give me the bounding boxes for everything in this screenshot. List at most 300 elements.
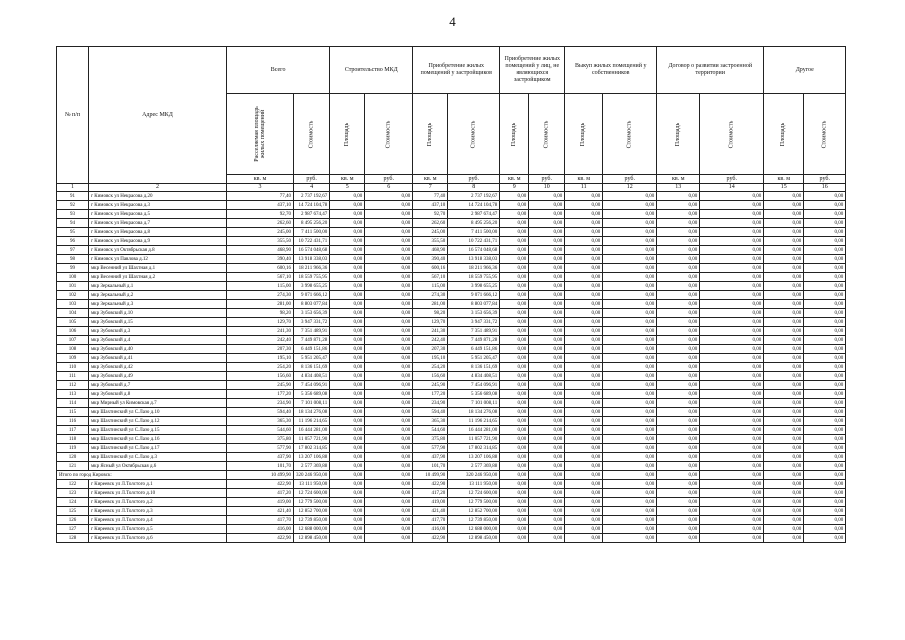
table-row bbox=[57, 291, 846, 300]
construction-area: 0,00 bbox=[330, 381, 365, 390]
developer-area: 242,40 bbox=[413, 336, 448, 345]
total-cost: 11 196 214,65 bbox=[294, 417, 330, 426]
total-area: 355,50 bbox=[227, 237, 294, 246]
total-cost: 8 136 151,69 bbox=[294, 363, 330, 372]
territory-area: 0,00 bbox=[657, 345, 700, 354]
row-address: мкр Весенний ул Шахтная д.1 bbox=[89, 264, 227, 273]
territory-area: 0,00 bbox=[657, 399, 700, 408]
table-row bbox=[57, 255, 846, 264]
total-cost: 7 351 489,91 bbox=[294, 327, 330, 336]
nondeveloper-area: 0,00 bbox=[500, 273, 529, 282]
nondeveloper-cost: 0,00 bbox=[529, 363, 565, 372]
total-cost: 320 246 950,00 bbox=[294, 471, 330, 480]
construction-cost: 0,00 bbox=[365, 462, 413, 471]
total-area: 207,30 bbox=[227, 345, 294, 354]
buyout-area: 0,00 bbox=[565, 246, 603, 255]
developer-cost: 13 918 338,03 bbox=[448, 255, 500, 264]
nondeveloper-area: 0,00 bbox=[500, 471, 529, 480]
territory-area: 0,00 bbox=[657, 255, 700, 264]
total-area: 77,40 bbox=[227, 192, 294, 201]
row-address: г Кимовск ул Некрасова д.3 bbox=[89, 201, 227, 210]
nondeveloper-area: 0,00 bbox=[500, 210, 529, 219]
row-number: 93 bbox=[57, 210, 89, 219]
header-num: № п/п bbox=[57, 47, 89, 184]
column-number: 3 bbox=[227, 184, 294, 192]
buyout-area: 0,00 bbox=[565, 363, 603, 372]
construction-area: 0,00 bbox=[330, 525, 365, 534]
nondeveloper-cost: 0,00 bbox=[529, 417, 565, 426]
total-cost: 13 918 338,03 bbox=[294, 255, 330, 264]
buyout-cost: 0,00 bbox=[603, 192, 657, 201]
construction-cost: 0,00 bbox=[365, 237, 413, 246]
nondeveloper-cost: 0,00 bbox=[529, 507, 565, 516]
other-area: 0,00 bbox=[764, 327, 804, 336]
column-number: 2 bbox=[89, 184, 227, 192]
territory-area: 0,00 bbox=[657, 435, 700, 444]
buyout-area: 0,00 bbox=[565, 498, 603, 507]
territory-cost: 0,00 bbox=[700, 399, 764, 408]
total-area: 437,90 bbox=[227, 453, 294, 462]
nondeveloper-area: 0,00 bbox=[500, 237, 529, 246]
row-number: 121 bbox=[57, 462, 89, 471]
buyout-cost: 0,00 bbox=[603, 498, 657, 507]
territory-cost: 0,00 bbox=[700, 201, 764, 210]
total-area: 419,00 bbox=[227, 498, 294, 507]
developer-area: 245,00 bbox=[413, 228, 448, 237]
developer-cost: 13 111 950,00 bbox=[448, 480, 500, 489]
nondeveloper-cost: 0,00 bbox=[529, 282, 565, 291]
table-row bbox=[57, 219, 846, 228]
row-number: 110 bbox=[57, 363, 89, 372]
unit-area: кв. м bbox=[227, 175, 294, 184]
territory-cost: 0,00 bbox=[700, 507, 764, 516]
other-area: 0,00 bbox=[764, 507, 804, 516]
buyout-cost: 0,00 bbox=[603, 381, 657, 390]
construction-cost: 0,00 bbox=[365, 516, 413, 525]
other-area: 0,00 bbox=[764, 318, 804, 327]
other-area: 0,00 bbox=[764, 255, 804, 264]
column-number: 13 bbox=[657, 184, 700, 192]
developer-area: 262,60 bbox=[413, 219, 448, 228]
buyout-cost: 0,00 bbox=[603, 264, 657, 273]
total-cost: 12 688 000,00 bbox=[294, 525, 330, 534]
construction-area: 0,00 bbox=[330, 318, 365, 327]
nondeveloper-cost: 0,00 bbox=[529, 390, 565, 399]
row-address: мкр Зубовский д.41 bbox=[89, 354, 227, 363]
developer-area: 129,70 bbox=[413, 318, 448, 327]
developer-area: 98,20 bbox=[413, 309, 448, 318]
territory-area: 0,00 bbox=[657, 291, 700, 300]
developer-cost: 9 071 666,12 bbox=[448, 291, 500, 300]
other-area: 0,00 bbox=[764, 480, 804, 489]
other-area: 0,00 bbox=[764, 462, 804, 471]
row-number: 104 bbox=[57, 309, 89, 318]
territory-area: 0,00 bbox=[657, 201, 700, 210]
buyout-area: 0,00 bbox=[565, 210, 603, 219]
construction-cost: 0,00 bbox=[365, 381, 413, 390]
nondeveloper-area: 0,00 bbox=[500, 372, 529, 381]
row-number: 114 bbox=[57, 399, 89, 408]
buyout-area: 0,00 bbox=[565, 201, 603, 210]
territory-cost: 0,00 bbox=[700, 453, 764, 462]
construction-area: 0,00 bbox=[330, 201, 365, 210]
buyout-area: 0,00 bbox=[565, 291, 603, 300]
territory-area: 0,00 bbox=[657, 516, 700, 525]
nondeveloper-cost: 0,00 bbox=[529, 372, 565, 381]
other-area: 0,00 bbox=[764, 363, 804, 372]
table-row bbox=[57, 525, 846, 534]
total-cost: 12 739 850,00 bbox=[294, 516, 330, 525]
subtotal-row bbox=[57, 471, 846, 480]
territory-cost: 0,00 bbox=[700, 354, 764, 363]
subheader-cost: Стоимость bbox=[365, 94, 413, 175]
total-cost: 3 998 655,25 bbox=[294, 282, 330, 291]
construction-cost: 0,00 bbox=[365, 309, 413, 318]
buyout-area: 0,00 bbox=[565, 435, 603, 444]
nondeveloper-cost: 0,00 bbox=[529, 489, 565, 498]
buyout-area: 0,00 bbox=[565, 471, 603, 480]
table-row bbox=[57, 201, 846, 210]
row-number: 124 bbox=[57, 498, 89, 507]
construction-cost: 0,00 bbox=[365, 363, 413, 372]
buyout-cost: 0,00 bbox=[603, 300, 657, 309]
buyout-area: 0,00 bbox=[565, 480, 603, 489]
row-address: мкр Шахтинский ул С.Лазо д.3 bbox=[89, 453, 227, 462]
nondeveloper-cost: 0,00 bbox=[529, 291, 565, 300]
construction-area: 0,00 bbox=[330, 390, 365, 399]
buyout-cost: 0,00 bbox=[603, 273, 657, 282]
subheader-cost: Стоимость bbox=[603, 94, 657, 175]
column-number: 11 bbox=[565, 184, 603, 192]
construction-cost: 0,00 bbox=[365, 525, 413, 534]
construction-cost: 0,00 bbox=[365, 264, 413, 273]
construction-cost: 0,00 bbox=[365, 471, 413, 480]
row-address: г Кимовск ул Павлова д.12 bbox=[89, 255, 227, 264]
developer-cost: 16 444 281,00 bbox=[448, 426, 500, 435]
unit-cost: руб. bbox=[804, 175, 846, 184]
developer-cost: 6 449 151,86 bbox=[448, 345, 500, 354]
table-row bbox=[57, 228, 846, 237]
nondeveloper-cost: 0,00 bbox=[529, 381, 565, 390]
subheader-cost: Стоимость bbox=[294, 94, 330, 175]
territory-cost: 0,00 bbox=[700, 363, 764, 372]
territory-cost: 0,00 bbox=[700, 498, 764, 507]
unit-cost: руб. bbox=[700, 175, 764, 184]
territory-area: 0,00 bbox=[657, 453, 700, 462]
total-area: 98,20 bbox=[227, 309, 294, 318]
developer-cost: 12 688 000,00 bbox=[448, 525, 500, 534]
table-row bbox=[57, 408, 846, 417]
developer-cost: 320 246 950,00 bbox=[448, 471, 500, 480]
other-area: 0,00 bbox=[764, 201, 804, 210]
nondeveloper-cost: 0,00 bbox=[529, 273, 565, 282]
developer-area: 101,70 bbox=[413, 462, 448, 471]
table-row bbox=[57, 282, 846, 291]
row-number: 95 bbox=[57, 228, 89, 237]
row-number: 111 bbox=[57, 372, 89, 381]
nondeveloper-area: 0,00 bbox=[500, 354, 529, 363]
table-row bbox=[57, 498, 846, 507]
total-area: 375,80 bbox=[227, 435, 294, 444]
buyout-area: 0,00 bbox=[565, 381, 603, 390]
developer-area: 600,16 bbox=[413, 264, 448, 273]
developer-cost: 4 834 408,51 bbox=[448, 372, 500, 381]
developer-area: 10 499,90 bbox=[413, 471, 448, 480]
nondeveloper-area: 0,00 bbox=[500, 282, 529, 291]
subheader-area: Площадь bbox=[764, 94, 804, 175]
total-area: 422,90 bbox=[227, 534, 294, 543]
developer-cost: 8 803 077,84 bbox=[448, 300, 500, 309]
row-number: 125 bbox=[57, 507, 89, 516]
other-area: 0,00 bbox=[764, 534, 804, 543]
territory-area: 0,00 bbox=[657, 273, 700, 282]
developer-cost: 3 153 656,39 bbox=[448, 309, 500, 318]
total-area: 416,00 bbox=[227, 525, 294, 534]
table-row bbox=[57, 417, 846, 426]
territory-area: 0,00 bbox=[657, 417, 700, 426]
territory-cost: 0,00 bbox=[700, 273, 764, 282]
developer-cost: 7 454 096,91 bbox=[448, 381, 500, 390]
other-cost: 0,00 bbox=[804, 309, 846, 318]
nondeveloper-cost: 0,00 bbox=[529, 327, 565, 336]
buyout-area: 0,00 bbox=[565, 525, 603, 534]
column-number: 8 bbox=[448, 184, 500, 192]
nondeveloper-cost: 0,00 bbox=[529, 525, 565, 534]
row-number: 116 bbox=[57, 417, 89, 426]
buyout-cost: 0,00 bbox=[603, 336, 657, 345]
developer-area: 365,30 bbox=[413, 417, 448, 426]
developer-area: 417,70 bbox=[413, 516, 448, 525]
table-row bbox=[57, 309, 846, 318]
row-number: 118 bbox=[57, 435, 89, 444]
row-number: 109 bbox=[57, 354, 89, 363]
buyout-area: 0,00 bbox=[565, 390, 603, 399]
other-cost: 0,00 bbox=[804, 462, 846, 471]
construction-area: 0,00 bbox=[330, 273, 365, 282]
unit-area: кв. м bbox=[413, 175, 448, 184]
other-cost: 0,00 bbox=[804, 237, 846, 246]
total-area: 245,90 bbox=[227, 381, 294, 390]
page-number: 4 bbox=[449, 14, 456, 29]
other-cost: 0,00 bbox=[804, 390, 846, 399]
construction-area: 0,00 bbox=[330, 219, 365, 228]
row-number: 127 bbox=[57, 525, 89, 534]
column-number: 4 bbox=[294, 184, 330, 192]
nondeveloper-cost: 0,00 bbox=[529, 444, 565, 453]
other-cost: 0,00 bbox=[804, 354, 846, 363]
other-cost: 0,00 bbox=[804, 219, 846, 228]
table-row bbox=[57, 336, 846, 345]
nondeveloper-area: 0,00 bbox=[500, 381, 529, 390]
territory-cost: 0,00 bbox=[700, 381, 764, 390]
row-address: г Киреевск ул Л.Толстого д.2 bbox=[89, 498, 227, 507]
other-area: 0,00 bbox=[764, 309, 804, 318]
total-cost: 7 101 008,11 bbox=[294, 399, 330, 408]
total-area: 281,00 bbox=[227, 300, 294, 309]
table-row bbox=[57, 453, 846, 462]
total-cost: 18 211 966,36 bbox=[294, 264, 330, 273]
buyout-cost: 0,00 bbox=[603, 534, 657, 543]
construction-area: 0,00 bbox=[330, 309, 365, 318]
buyout-cost: 0,00 bbox=[603, 426, 657, 435]
nondeveloper-area: 0,00 bbox=[500, 516, 529, 525]
unit-cost: руб. bbox=[365, 175, 413, 184]
table-row bbox=[57, 246, 846, 255]
nondeveloper-area: 0,00 bbox=[500, 192, 529, 201]
territory-cost: 0,00 bbox=[700, 210, 764, 219]
row-address: мкр Зубовский д.3 bbox=[89, 327, 227, 336]
other-cost: 0,00 bbox=[804, 426, 846, 435]
territory-area: 0,00 bbox=[657, 282, 700, 291]
nondeveloper-area: 0,00 bbox=[500, 435, 529, 444]
buyout-cost: 0,00 bbox=[603, 525, 657, 534]
row-address: мкр Зубовский д.10 bbox=[89, 309, 227, 318]
other-cost: 0,00 bbox=[804, 444, 846, 453]
buyout-cost: 0,00 bbox=[603, 345, 657, 354]
territory-area: 0,00 bbox=[657, 498, 700, 507]
row-address: мкр Зубовский д.8 bbox=[89, 390, 227, 399]
territory-cost: 0,00 bbox=[700, 426, 764, 435]
subheader-area: Площадь bbox=[657, 94, 700, 175]
total-area: 417,20 bbox=[227, 489, 294, 498]
other-area: 0,00 bbox=[764, 372, 804, 381]
total-cost: 7 411 500,00 bbox=[294, 228, 330, 237]
construction-area: 0,00 bbox=[330, 192, 365, 201]
territory-cost: 0,00 bbox=[700, 291, 764, 300]
developer-cost: 7 101 008,11 bbox=[448, 399, 500, 408]
construction-area: 0,00 bbox=[330, 507, 365, 516]
column-number: 15 bbox=[764, 184, 804, 192]
buyout-area: 0,00 bbox=[565, 273, 603, 282]
total-cost: 18 559 755,95 bbox=[294, 273, 330, 282]
developer-area: 355,50 bbox=[413, 237, 448, 246]
territory-area: 0,00 bbox=[657, 408, 700, 417]
territory-area: 0,00 bbox=[657, 336, 700, 345]
buyout-area: 0,00 bbox=[565, 318, 603, 327]
developer-area: 254,20 bbox=[413, 363, 448, 372]
total-cost: 2 577 369,88 bbox=[294, 462, 330, 471]
nondeveloper-cost: 0,00 bbox=[529, 336, 565, 345]
nondeveloper-area: 0,00 bbox=[500, 228, 529, 237]
row-number: 106 bbox=[57, 327, 89, 336]
construction-cost: 0,00 bbox=[365, 228, 413, 237]
row-number: 113 bbox=[57, 390, 89, 399]
developer-cost: 17 802 314,85 bbox=[448, 444, 500, 453]
buyout-area: 0,00 bbox=[565, 489, 603, 498]
total-cost: 2 987 674,47 bbox=[294, 210, 330, 219]
construction-cost: 0,00 bbox=[365, 390, 413, 399]
row-number: 97 bbox=[57, 246, 89, 255]
developer-area: 177,20 bbox=[413, 390, 448, 399]
territory-area: 0,00 bbox=[657, 426, 700, 435]
territory-cost: 0,00 bbox=[700, 372, 764, 381]
table-row bbox=[57, 390, 846, 399]
nondeveloper-cost: 0,00 bbox=[529, 453, 565, 462]
other-cost: 0,00 bbox=[804, 417, 846, 426]
buyout-area: 0,00 bbox=[565, 300, 603, 309]
total-cost: 4 834 408,51 bbox=[294, 372, 330, 381]
total-area: 262,60 bbox=[227, 219, 294, 228]
construction-area: 0,00 bbox=[330, 291, 365, 300]
other-area: 0,00 bbox=[764, 453, 804, 462]
developer-area: 594,40 bbox=[413, 408, 448, 417]
territory-cost: 0,00 bbox=[700, 525, 764, 534]
unit-area: кв. м bbox=[657, 175, 700, 184]
row-address: мкр Шахтинский ул С.Лазо д.16 bbox=[89, 435, 227, 444]
developer-area: 375,80 bbox=[413, 435, 448, 444]
developer-area: 274,30 bbox=[413, 291, 448, 300]
territory-area: 0,00 bbox=[657, 318, 700, 327]
total-cost: 5 951 205,47 bbox=[294, 354, 330, 363]
total-area: 437,10 bbox=[227, 201, 294, 210]
territory-area: 0,00 bbox=[657, 210, 700, 219]
group-other: Другое bbox=[764, 47, 846, 94]
other-area: 0,00 bbox=[764, 219, 804, 228]
developer-cost: 18 559 755,95 bbox=[448, 273, 500, 282]
buyout-cost: 0,00 bbox=[603, 516, 657, 525]
territory-cost: 0,00 bbox=[700, 480, 764, 489]
territory-cost: 0,00 bbox=[700, 309, 764, 318]
developer-cost: 5 356 689,08 bbox=[448, 390, 500, 399]
construction-area: 0,00 bbox=[330, 453, 365, 462]
other-area: 0,00 bbox=[764, 282, 804, 291]
nondeveloper-cost: 0,00 bbox=[529, 345, 565, 354]
developer-area: 156,60 bbox=[413, 372, 448, 381]
row-address: мкр Шахтинский ул С.Лазо д.15 bbox=[89, 426, 227, 435]
nondeveloper-area: 0,00 bbox=[500, 453, 529, 462]
developer-area: 234,90 bbox=[413, 399, 448, 408]
row-number: 112 bbox=[57, 381, 89, 390]
other-cost: 0,00 bbox=[804, 273, 846, 282]
developer-cost: 12 852 700,00 bbox=[448, 507, 500, 516]
construction-area: 0,00 bbox=[330, 327, 365, 336]
subheader-cost: Стоимость bbox=[529, 94, 565, 175]
construction-area: 0,00 bbox=[330, 399, 365, 408]
construction-cost: 0,00 bbox=[365, 534, 413, 543]
construction-cost: 0,00 bbox=[365, 426, 413, 435]
row-address: г Кимовск ул Некрасова д.8 bbox=[89, 228, 227, 237]
developer-cost: 5 951 205,47 bbox=[448, 354, 500, 363]
other-cost: 0,00 bbox=[804, 534, 846, 543]
territory-cost: 0,00 bbox=[700, 228, 764, 237]
nondeveloper-area: 0,00 bbox=[500, 525, 529, 534]
buyout-area: 0,00 bbox=[565, 345, 603, 354]
nondeveloper-area: 0,00 bbox=[500, 417, 529, 426]
nondeveloper-cost: 0,00 bbox=[529, 534, 565, 543]
total-area: 600,16 bbox=[227, 264, 294, 273]
other-cost: 0,00 bbox=[804, 408, 846, 417]
developer-cost: 7 449 871,28 bbox=[448, 336, 500, 345]
territory-cost: 0,00 bbox=[700, 417, 764, 426]
construction-cost: 0,00 bbox=[365, 417, 413, 426]
row-number: 94 bbox=[57, 219, 89, 228]
territory-area: 0,00 bbox=[657, 219, 700, 228]
buyout-cost: 0,00 bbox=[603, 309, 657, 318]
buyout-cost: 0,00 bbox=[603, 462, 657, 471]
buyout-cost: 0,00 bbox=[603, 219, 657, 228]
buyout-cost: 0,00 bbox=[603, 408, 657, 417]
column-number: 16 bbox=[804, 184, 846, 192]
row-number: 103 bbox=[57, 300, 89, 309]
row-number: 102 bbox=[57, 291, 89, 300]
other-area: 0,00 bbox=[764, 399, 804, 408]
other-area: 0,00 bbox=[764, 345, 804, 354]
buyout-area: 0,00 bbox=[565, 534, 603, 543]
construction-area: 0,00 bbox=[330, 417, 365, 426]
nondeveloper-area: 0,00 bbox=[500, 444, 529, 453]
construction-area: 0,00 bbox=[330, 444, 365, 453]
column-number: 1 bbox=[57, 184, 89, 192]
